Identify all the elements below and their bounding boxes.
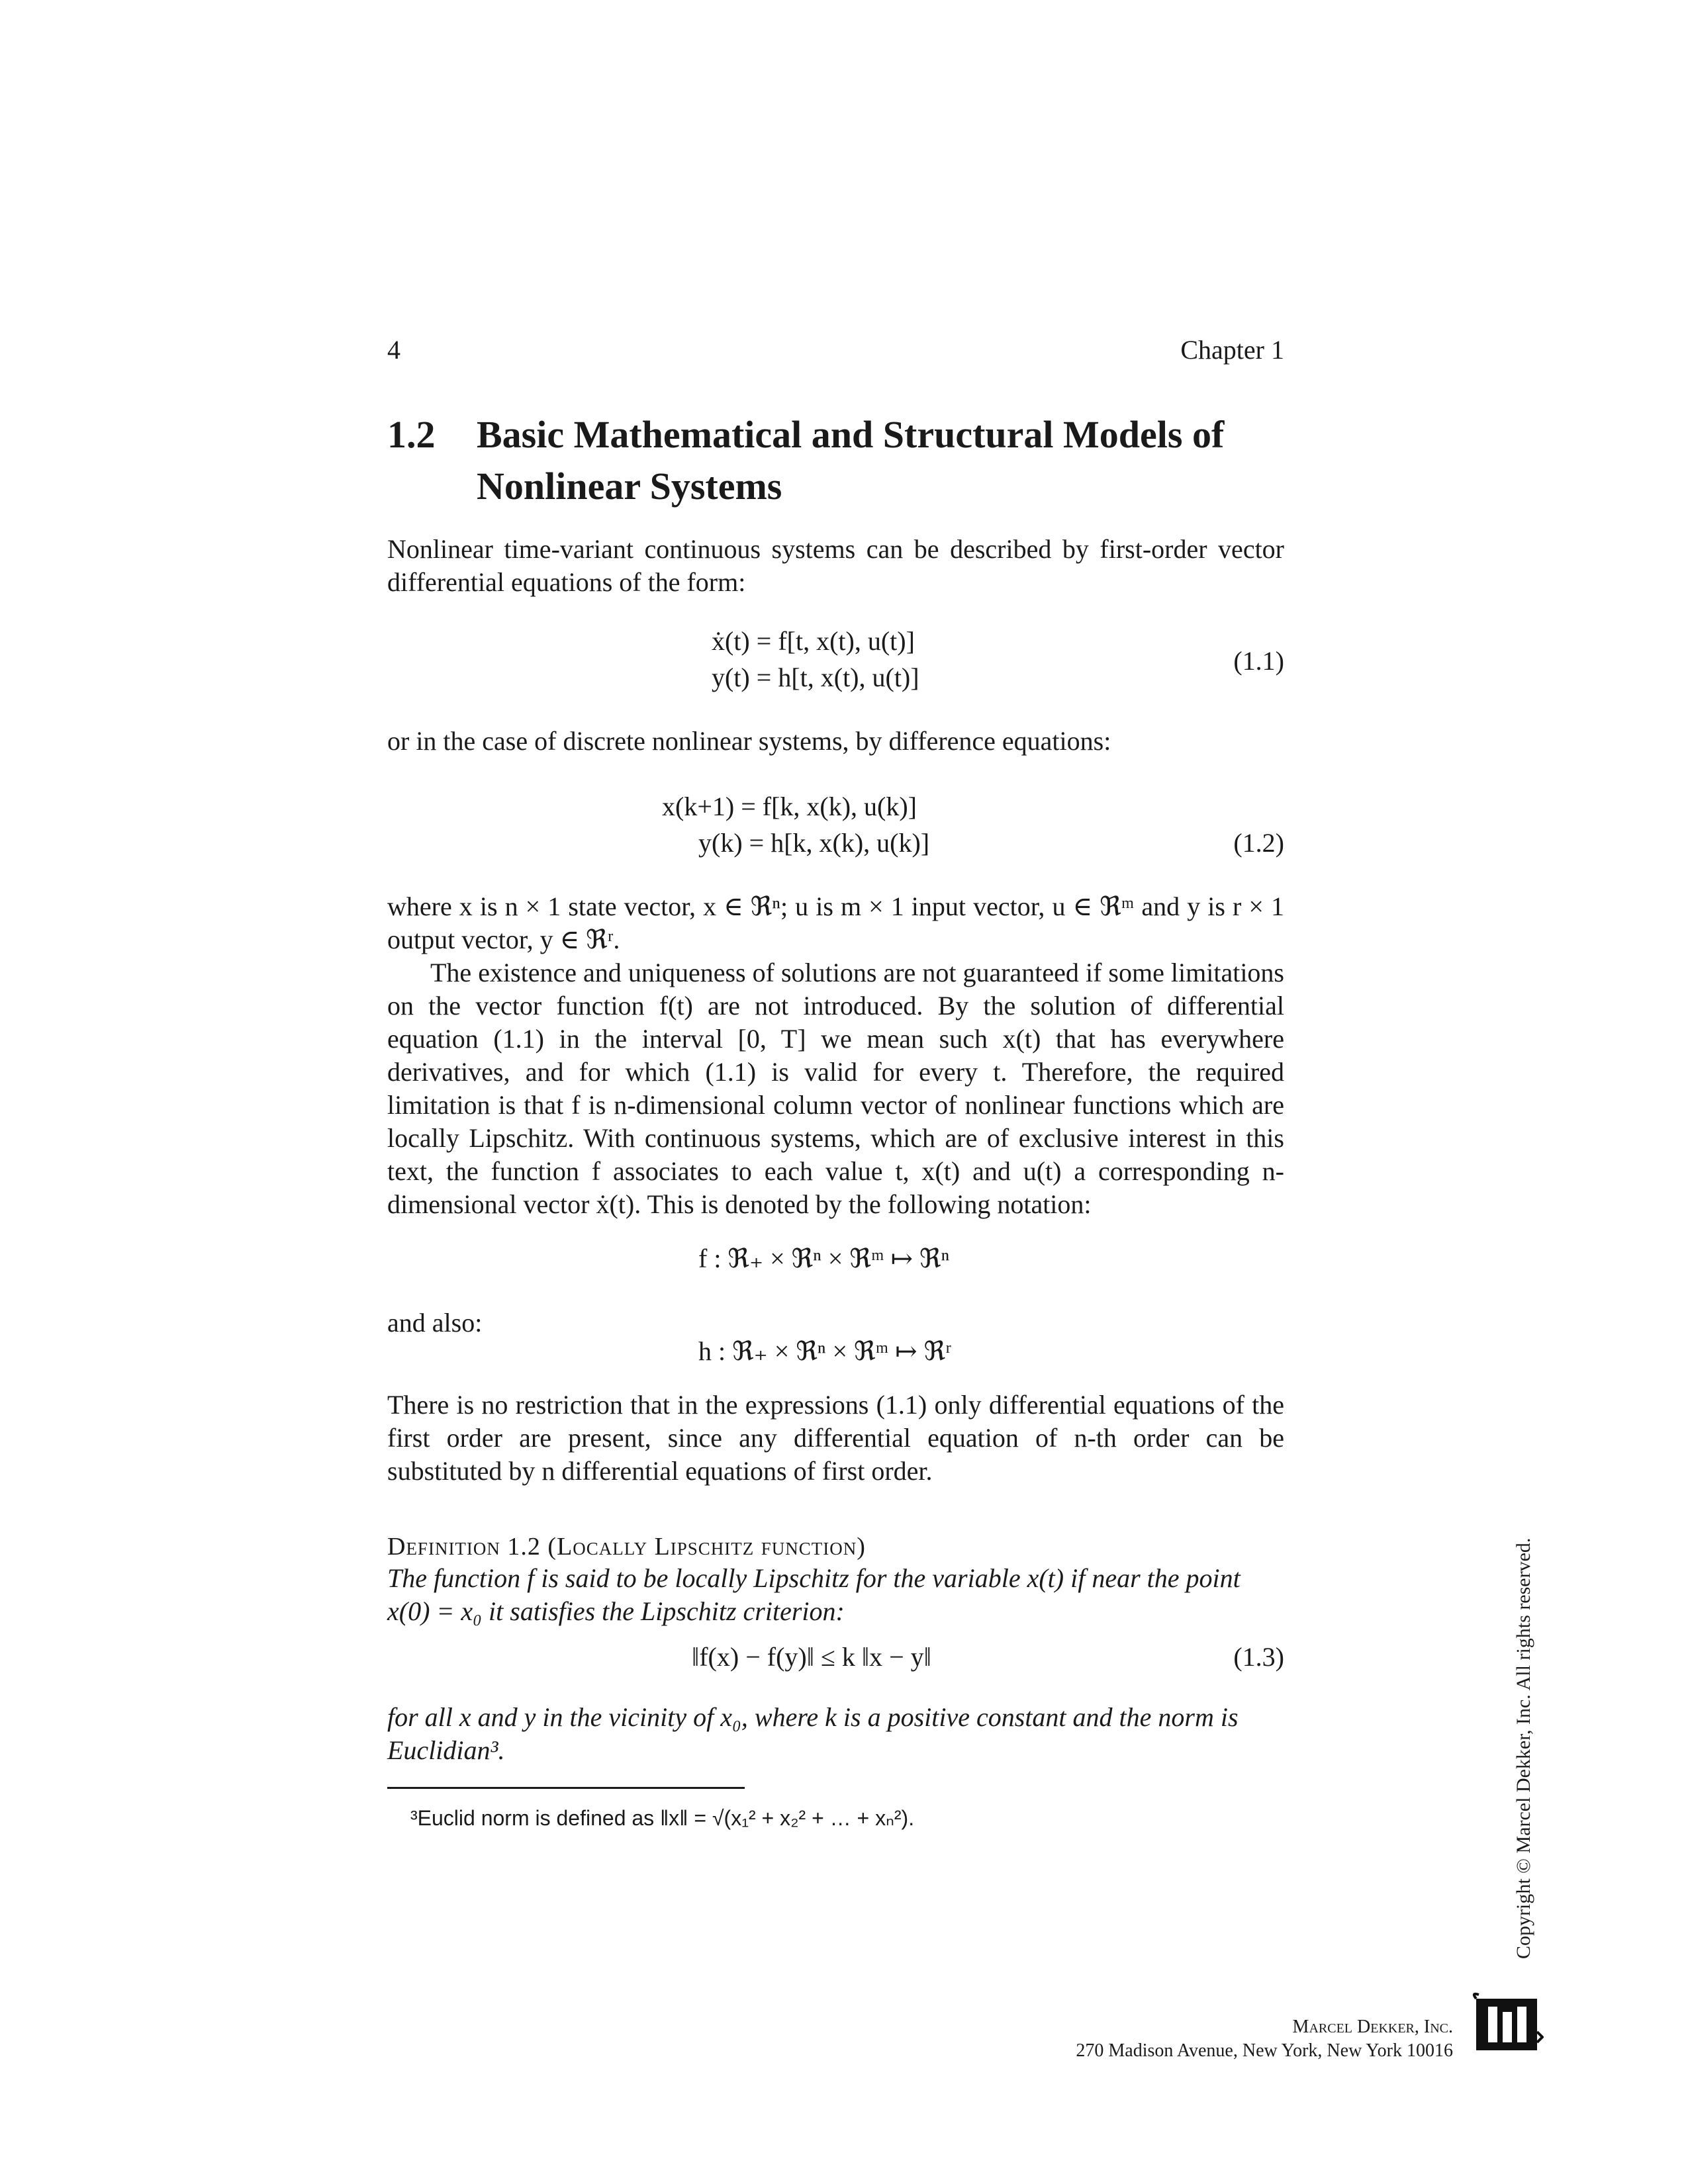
footnote: ³Euclid norm is defined as ‖x‖ = √(x₁² + x₂² + … + xₙ²). [410,1806,915,1830]
copyright-notice: Copyright © Marcel Dekker, Inc. All rights reserved. [1513,1537,1534,1959]
page-number: 4 [387,335,400,365]
definition-body: The function f is said to be locally Lipschitz for the variable x(t) if near the point x(0) = x₀ it satisfies the Lipschitz criterion: [387,1563,1241,1626]
publisher-name: Marcel Dekker, Inc. [1292,2017,1453,2037]
eq1-line1: ẋ(t) = f[t, x(t), u(t)] [712,626,915,656]
map-h-equation: h : ℜ₊ × ℜⁿ × ℜᵐ ↦ ℜʳ [698,1336,951,1366]
footnote-rule [387,1787,745,1789]
body-text [387,890,1284,1221]
publisher-address: 270 Madison Avenue, New York, New York 10016 [1076,2040,1453,2061]
publisher-info [1076,2015,1453,2063]
page-header [387,334,1284,374]
publisher-logo-icon [1471,1992,1544,2055]
map-f-equation: f : ℜ₊ × ℜⁿ × ℜᵐ ↦ ℜⁿ [698,1244,950,1273]
existence-paragraph: The existence and uniqueness of solutions are not guaranteed if some limitations on the vector function f(t) are not introduced. By the solution of differential equation (1.1) in the interval [0, T] we mean such x(t) that has everywhere derivatives, and for which (1.1) is valid for every t. Therefore, the required limitation is that f is n-dimensional column vector of nonlinear functions which are locally Lipschitz. With continuous systems, which are of exclusive interest in this text, the function f associates to each value t, x(t) and u(t) a corresponding n-dimensional vector ẋ(t). This is denoted by the following notation: [387,958,1284,1219]
chapter-label: Chapter 1 [1180,335,1284,365]
eq1-label: (1.1) [1233,646,1284,676]
section-title: Basic Mathematical and Structural Models of Nonlinear Systems [477,413,1225,508]
where-paragraph: where x is n × 1 state vector, x ∈ ℜⁿ; u is m × 1 input vector, u ∈ ℜᵐ and y is r × 1 output vector, y ∈ ℜʳ. [387,891,1284,954]
discrete-intro-paragraph [387,725,1284,758]
intro-text: Nonlinear time-variant continuous systems can be described by first-order vector differential equations of the form: [387,534,1284,597]
definition-heading: Definition 1.2 (Locally Lipschitz function) [387,1533,866,1561]
definition-closing: for all x and y in the vicinity of x₀, where k is a positive constant and the norm is Euclidian³. [387,1702,1239,1765]
eq1-line2: y(t) = h[t, x(t), u(t)] [712,662,919,692]
eq2-line1: x(k+1) = f[k, x(k), u(k)] [662,792,917,821]
section-number: 1.2 [387,413,436,456]
lipschitz-equation: ‖f(x) − f(y)‖ ≤ k ‖x − y‖ [692,1642,931,1672]
eq3-label: (1.3) [1233,1642,1284,1672]
restriction-paragraph [387,1388,1284,1488]
eq2-line2: y(k) = h[k, x(k), u(k)] [698,828,930,858]
intro-paragraph [387,533,1284,599]
and-also-text: and also: [387,1308,483,1338]
restriction-text: There is no restriction that in the expressions (1.1) only differential equations of the first order are present, since any differential equation of n-th order can be substituted by n differential equations of first order. [387,1390,1284,1486]
eq2-label: (1.2) [1233,828,1284,858]
discrete-intro-text: or in the case of discrete nonlinear systems, by difference equations: [387,726,1111,756]
